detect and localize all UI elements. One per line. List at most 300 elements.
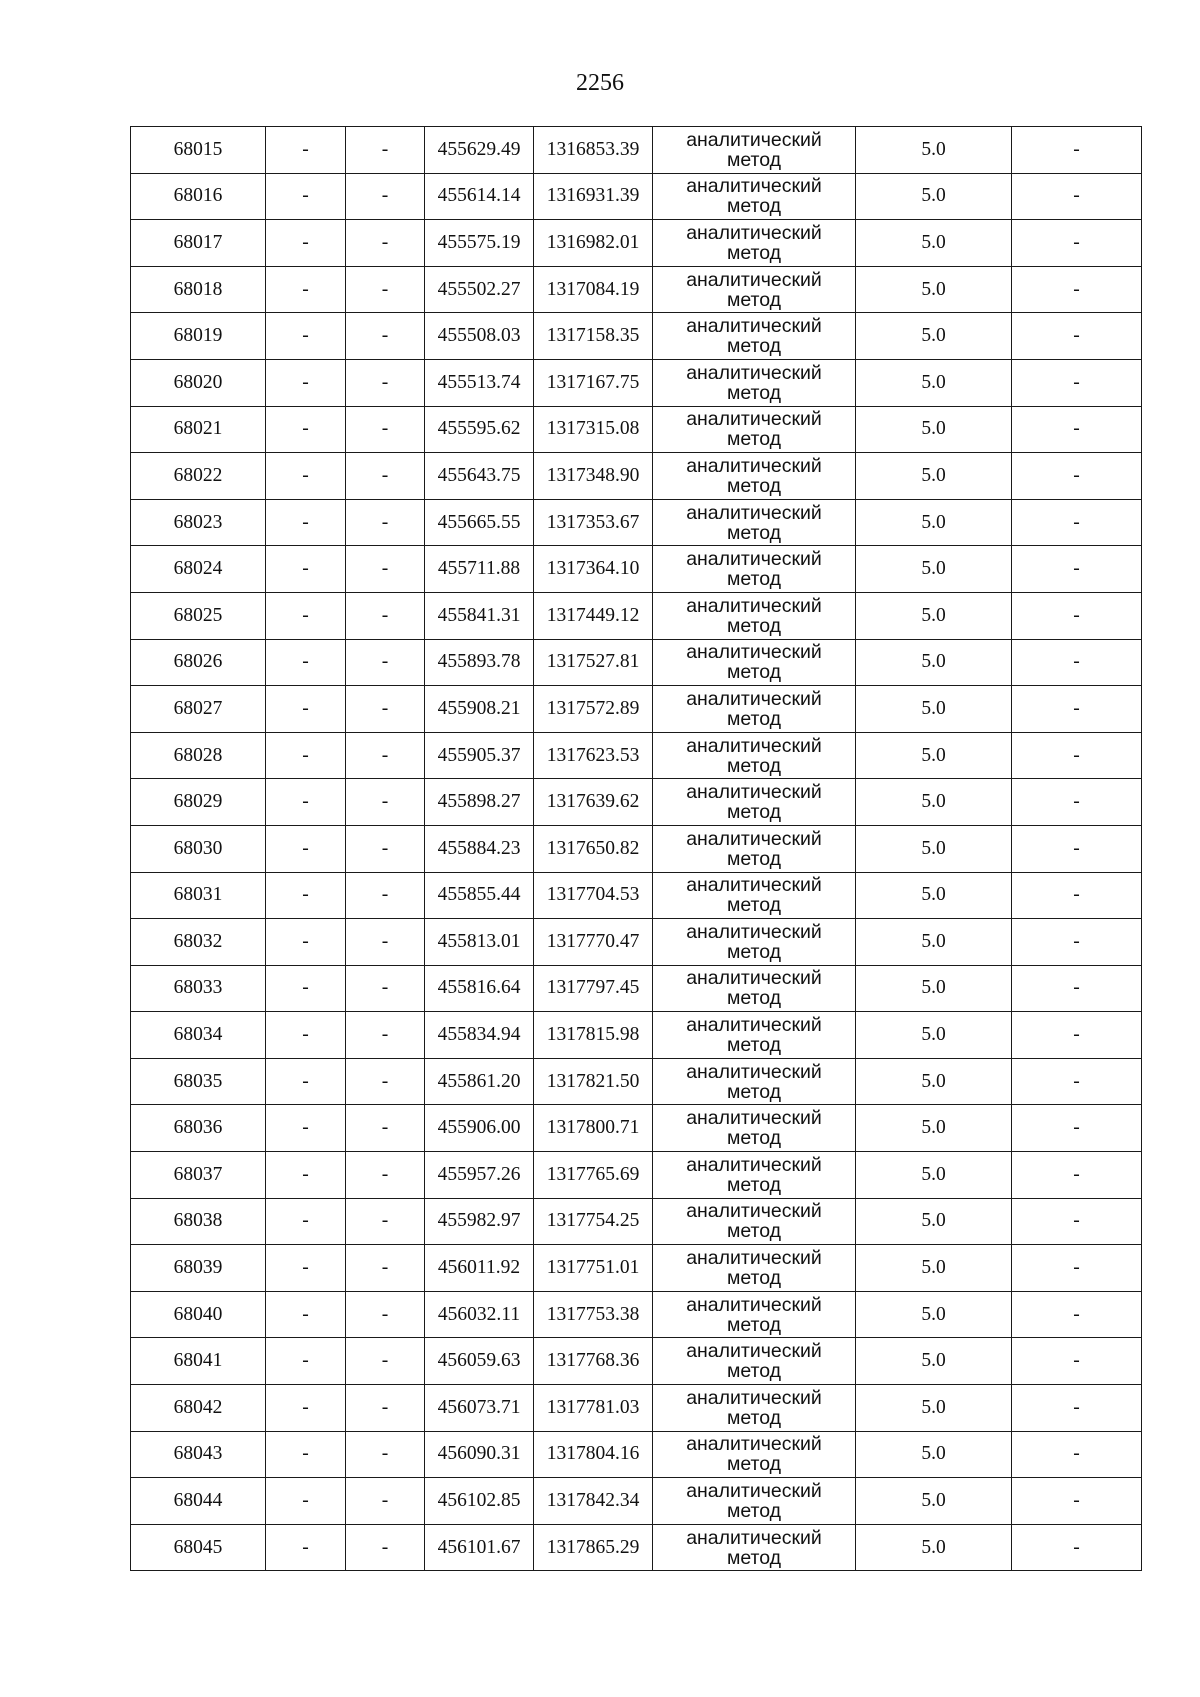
empty-value-cell: - — [346, 406, 425, 453]
empty-value-cell: - — [346, 173, 425, 220]
method-line-1: аналитический — [686, 594, 822, 617]
method-cell — [653, 1431, 856, 1478]
x-coordinate-cell: 455898.27 — [425, 779, 534, 826]
method-line-2: метод — [726, 428, 782, 451]
empty-value-cell: - — [266, 1478, 346, 1525]
empty-value-cell: - — [1012, 1291, 1142, 1338]
table-row — [131, 1385, 1142, 1432]
x-coordinate-cell: 456102.85 — [425, 1478, 534, 1525]
method-line-1: аналитический — [686, 1107, 822, 1130]
y-coordinate-cell: 1317765.69 — [534, 1152, 653, 1199]
accuracy-cell: 5.0 — [856, 825, 1012, 872]
accuracy-cell: 5.0 — [856, 779, 1012, 826]
y-coordinate-cell: 1317821.50 — [534, 1058, 653, 1105]
coordinates-table — [130, 126, 1142, 1571]
empty-value-cell: - — [346, 1431, 425, 1478]
method-line-1: аналитический — [686, 408, 822, 431]
point-number-cell: 68020 — [131, 359, 266, 406]
empty-value-cell: - — [266, 919, 346, 966]
method-cell — [653, 1152, 856, 1199]
accuracy-cell: 5.0 — [856, 1245, 1012, 1292]
y-coordinate-cell: 1317572.89 — [534, 686, 653, 733]
method-line-2: метод — [726, 1313, 782, 1336]
point-number-cell: 68032 — [131, 919, 266, 966]
y-coordinate-cell: 1317781.03 — [534, 1385, 653, 1432]
y-coordinate-cell: 1317768.36 — [534, 1338, 653, 1385]
method-cell — [653, 1012, 856, 1059]
empty-value-cell: - — [346, 1058, 425, 1105]
empty-value-cell: - — [1012, 1524, 1142, 1571]
x-coordinate-cell: 455614.14 — [425, 173, 534, 220]
empty-value-cell: - — [1012, 266, 1142, 313]
method-line-2: метод — [726, 241, 782, 264]
point-number-cell: 68026 — [131, 639, 266, 686]
x-coordinate-cell: 455841.31 — [425, 592, 534, 639]
empty-value-cell: - — [266, 1291, 346, 1338]
empty-value-cell: - — [266, 1152, 346, 1199]
x-coordinate-cell: 455629.49 — [425, 127, 534, 174]
table-row — [131, 173, 1142, 220]
empty-value-cell: - — [346, 872, 425, 919]
empty-value-cell: - — [266, 1338, 346, 1385]
method-cell — [653, 499, 856, 546]
point-number-cell: 68015 — [131, 127, 266, 174]
x-coordinate-cell: 455502.27 — [425, 266, 534, 313]
table-row — [131, 1105, 1142, 1152]
empty-value-cell: - — [1012, 919, 1142, 966]
x-coordinate-cell: 455834.94 — [425, 1012, 534, 1059]
method-line-1: аналитический — [686, 1014, 822, 1037]
table-row — [131, 825, 1142, 872]
y-coordinate-cell: 1317797.45 — [534, 965, 653, 1012]
table-row — [131, 919, 1142, 966]
method-cell — [653, 127, 856, 174]
method-line-2: метод — [726, 1220, 782, 1243]
table-row — [131, 1478, 1142, 1525]
table-row — [131, 499, 1142, 546]
empty-value-cell: - — [1012, 592, 1142, 639]
method-line-1: аналитический — [686, 221, 822, 244]
x-coordinate-cell: 455906.00 — [425, 1105, 534, 1152]
empty-value-cell: - — [266, 453, 346, 500]
method-line-2: метод — [726, 568, 782, 591]
accuracy-cell: 5.0 — [856, 127, 1012, 174]
table-row — [131, 1291, 1142, 1338]
empty-value-cell: - — [346, 1012, 425, 1059]
method-cell — [653, 639, 856, 686]
empty-value-cell: - — [1012, 825, 1142, 872]
empty-value-cell: - — [346, 1152, 425, 1199]
x-coordinate-cell: 456011.92 — [425, 1245, 534, 1292]
empty-value-cell: - — [346, 732, 425, 779]
point-number-cell: 68018 — [131, 266, 266, 313]
empty-value-cell: - — [346, 919, 425, 966]
empty-value-cell: - — [266, 872, 346, 919]
y-coordinate-cell: 1317800.71 — [534, 1105, 653, 1152]
method-line-2: метод — [726, 987, 782, 1010]
empty-value-cell: - — [346, 546, 425, 593]
point-number-cell: 68040 — [131, 1291, 266, 1338]
point-number-cell: 68045 — [131, 1524, 266, 1571]
x-coordinate-cell: 455711.88 — [425, 546, 534, 593]
method-line-1: аналитический — [686, 1480, 822, 1503]
table-row — [131, 453, 1142, 500]
accuracy-cell: 5.0 — [856, 686, 1012, 733]
y-coordinate-cell: 1317704.53 — [534, 872, 653, 919]
empty-value-cell: - — [266, 732, 346, 779]
point-number-cell: 68042 — [131, 1385, 266, 1432]
method-line-1: аналитический — [686, 874, 822, 897]
empty-value-cell: - — [1012, 1012, 1142, 1059]
y-coordinate-cell: 1317650.82 — [534, 825, 653, 872]
empty-value-cell: - — [1012, 499, 1142, 546]
y-coordinate-cell: 1317815.98 — [534, 1012, 653, 1059]
table-row — [131, 639, 1142, 686]
table-row — [131, 406, 1142, 453]
empty-value-cell: - — [346, 1385, 425, 1432]
x-coordinate-cell: 456090.31 — [425, 1431, 534, 1478]
empty-value-cell: - — [1012, 1198, 1142, 1245]
y-coordinate-cell: 1317527.81 — [534, 639, 653, 686]
empty-value-cell: - — [1012, 1058, 1142, 1105]
method-cell — [653, 825, 856, 872]
method-line-2: метод — [726, 1406, 782, 1429]
page-number: 2256 — [576, 70, 624, 96]
y-coordinate-cell: 1316853.39 — [534, 127, 653, 174]
empty-value-cell: - — [1012, 546, 1142, 593]
table-row — [131, 1012, 1142, 1059]
table-row — [131, 965, 1142, 1012]
method-line-1: аналитический — [686, 687, 822, 710]
accuracy-cell: 5.0 — [856, 406, 1012, 453]
point-number-cell: 68027 — [131, 686, 266, 733]
empty-value-cell: - — [266, 779, 346, 826]
accuracy-cell: 5.0 — [856, 1524, 1012, 1571]
empty-value-cell: - — [266, 592, 346, 639]
x-coordinate-cell: 455861.20 — [425, 1058, 534, 1105]
method-cell — [653, 173, 856, 220]
empty-value-cell: - — [266, 173, 346, 220]
accuracy-cell: 5.0 — [856, 592, 1012, 639]
table-row — [131, 686, 1142, 733]
point-number-cell: 68036 — [131, 1105, 266, 1152]
empty-value-cell: - — [346, 1245, 425, 1292]
method-line-1: аналитический — [686, 1386, 822, 1409]
empty-value-cell: - — [266, 499, 346, 546]
empty-value-cell: - — [266, 266, 346, 313]
x-coordinate-cell: 455813.01 — [425, 919, 534, 966]
method-line-1: аналитический — [686, 268, 822, 291]
table-row — [131, 592, 1142, 639]
empty-value-cell: - — [266, 686, 346, 733]
table-row — [131, 1152, 1142, 1199]
point-number-cell: 68016 — [131, 173, 266, 220]
method-line-1: аналитический — [686, 734, 822, 757]
x-coordinate-cell: 455908.21 — [425, 686, 534, 733]
method-line-1: аналитический — [686, 967, 822, 990]
accuracy-cell: 5.0 — [856, 919, 1012, 966]
y-coordinate-cell: 1317348.90 — [534, 453, 653, 500]
method-line-2: метод — [726, 148, 782, 171]
method-line-1: аналитический — [686, 128, 822, 151]
table-row — [131, 220, 1142, 267]
table-row — [131, 359, 1142, 406]
empty-value-cell: - — [266, 1385, 346, 1432]
y-coordinate-cell: 1317353.67 — [534, 499, 653, 546]
table-row — [131, 1245, 1142, 1292]
empty-value-cell: - — [1012, 732, 1142, 779]
accuracy-cell: 5.0 — [856, 1338, 1012, 1385]
empty-value-cell: - — [1012, 359, 1142, 406]
x-coordinate-cell: 455643.75 — [425, 453, 534, 500]
table-row — [131, 313, 1142, 360]
empty-value-cell: - — [266, 1431, 346, 1478]
empty-value-cell: - — [1012, 127, 1142, 174]
method-line-1: аналитический — [686, 454, 822, 477]
table-row — [131, 127, 1142, 174]
method-line-2: метод — [726, 707, 782, 730]
y-coordinate-cell: 1317449.12 — [534, 592, 653, 639]
point-number-cell: 68041 — [131, 1338, 266, 1385]
empty-value-cell: - — [1012, 173, 1142, 220]
empty-value-cell: - — [346, 592, 425, 639]
point-number-cell: 68038 — [131, 1198, 266, 1245]
point-number-cell: 68029 — [131, 779, 266, 826]
table-row — [131, 1524, 1142, 1571]
y-coordinate-cell: 1317804.16 — [534, 1431, 653, 1478]
method-line-2: метод — [726, 1034, 782, 1057]
method-line-1: аналитический — [686, 1247, 822, 1270]
method-cell — [653, 1105, 856, 1152]
empty-value-cell: - — [266, 313, 346, 360]
table-row — [131, 1198, 1142, 1245]
table-row — [131, 732, 1142, 779]
accuracy-cell: 5.0 — [856, 266, 1012, 313]
y-coordinate-cell: 1317770.47 — [534, 919, 653, 966]
empty-value-cell: - — [346, 1338, 425, 1385]
table-row — [131, 546, 1142, 593]
y-coordinate-cell: 1316982.01 — [534, 220, 653, 267]
method-line-1: аналитический — [686, 315, 822, 338]
method-cell — [653, 1291, 856, 1338]
empty-value-cell: - — [346, 1291, 425, 1338]
method-cell — [653, 592, 856, 639]
x-coordinate-cell: 455816.64 — [425, 965, 534, 1012]
empty-value-cell: - — [1012, 965, 1142, 1012]
empty-value-cell: - — [266, 1245, 346, 1292]
table-row — [131, 1338, 1142, 1385]
accuracy-cell: 5.0 — [856, 639, 1012, 686]
accuracy-cell: 5.0 — [856, 220, 1012, 267]
point-number-cell: 68037 — [131, 1152, 266, 1199]
method-line-2: метод — [726, 335, 782, 358]
empty-value-cell: - — [1012, 1152, 1142, 1199]
accuracy-cell: 5.0 — [856, 359, 1012, 406]
empty-value-cell: - — [266, 1012, 346, 1059]
empty-value-cell: - — [1012, 639, 1142, 686]
empty-value-cell: - — [1012, 220, 1142, 267]
method-line-1: аналитический — [686, 548, 822, 571]
x-coordinate-cell: 455905.37 — [425, 732, 534, 779]
method-line-1: аналитический — [686, 1433, 822, 1456]
method-line-2: метод — [726, 894, 782, 917]
method-cell — [653, 965, 856, 1012]
accuracy-cell: 5.0 — [856, 1385, 1012, 1432]
method-line-1: аналитический — [686, 361, 822, 384]
method-cell — [653, 779, 856, 826]
empty-value-cell: - — [346, 1524, 425, 1571]
method-cell — [653, 313, 856, 360]
method-cell — [653, 1524, 856, 1571]
method-cell — [653, 266, 856, 313]
method-line-2: метод — [726, 847, 782, 870]
method-cell — [653, 686, 856, 733]
empty-value-cell: - — [266, 965, 346, 1012]
x-coordinate-cell: 455957.26 — [425, 1152, 534, 1199]
method-line-1: аналитический — [686, 1340, 822, 1363]
method-line-2: метод — [726, 474, 782, 497]
empty-value-cell: - — [1012, 1105, 1142, 1152]
accuracy-cell: 5.0 — [856, 546, 1012, 593]
x-coordinate-cell: 455595.62 — [425, 406, 534, 453]
method-line-1: аналитический — [686, 1526, 822, 1549]
empty-value-cell: - — [266, 220, 346, 267]
empty-value-cell: - — [346, 499, 425, 546]
method-line-2: метод — [726, 1500, 782, 1523]
point-number-cell: 68024 — [131, 546, 266, 593]
empty-value-cell: - — [346, 220, 425, 267]
method-cell — [653, 220, 856, 267]
method-line-1: аналитический — [686, 641, 822, 664]
method-cell — [653, 1338, 856, 1385]
x-coordinate-cell: 456101.67 — [425, 1524, 534, 1571]
point-number-cell: 68039 — [131, 1245, 266, 1292]
empty-value-cell: - — [1012, 1478, 1142, 1525]
method-line-1: аналитический — [686, 827, 822, 850]
method-line-1: аналитический — [686, 1060, 822, 1083]
empty-value-cell: - — [346, 313, 425, 360]
y-coordinate-cell: 1317084.19 — [534, 266, 653, 313]
method-line-2: метод — [726, 1080, 782, 1103]
point-number-cell: 68025 — [131, 592, 266, 639]
point-number-cell: 68022 — [131, 453, 266, 500]
empty-value-cell: - — [346, 686, 425, 733]
empty-value-cell: - — [346, 359, 425, 406]
point-number-cell: 68021 — [131, 406, 266, 453]
x-coordinate-cell: 455855.44 — [425, 872, 534, 919]
empty-value-cell: - — [1012, 686, 1142, 733]
empty-value-cell: - — [346, 965, 425, 1012]
table-row — [131, 779, 1142, 826]
empty-value-cell: - — [266, 359, 346, 406]
y-coordinate-cell: 1317865.29 — [534, 1524, 653, 1571]
y-coordinate-cell: 1317364.10 — [534, 546, 653, 593]
point-number-cell: 68043 — [131, 1431, 266, 1478]
table-row — [131, 266, 1142, 313]
empty-value-cell: - — [1012, 1245, 1142, 1292]
empty-value-cell: - — [1012, 453, 1142, 500]
accuracy-cell: 5.0 — [856, 453, 1012, 500]
empty-value-cell: - — [266, 1105, 346, 1152]
accuracy-cell: 5.0 — [856, 872, 1012, 919]
method-cell — [653, 406, 856, 453]
accuracy-cell: 5.0 — [856, 1058, 1012, 1105]
accuracy-cell: 5.0 — [856, 1431, 1012, 1478]
point-number-cell: 68033 — [131, 965, 266, 1012]
empty-value-cell: - — [1012, 872, 1142, 919]
method-cell — [653, 1058, 856, 1105]
accuracy-cell: 5.0 — [856, 1291, 1012, 1338]
accuracy-cell: 5.0 — [856, 732, 1012, 779]
method-line-1: аналитический — [686, 175, 822, 198]
method-cell — [653, 1478, 856, 1525]
method-line-2: метод — [726, 1127, 782, 1150]
method-line-2: метод — [726, 1267, 782, 1290]
point-number-cell: 68030 — [131, 825, 266, 872]
method-line-2: метод — [726, 614, 782, 637]
method-cell — [653, 732, 856, 779]
accuracy-cell: 5.0 — [856, 313, 1012, 360]
y-coordinate-cell: 1317639.62 — [534, 779, 653, 826]
point-number-cell: 68044 — [131, 1478, 266, 1525]
empty-value-cell: - — [1012, 1338, 1142, 1385]
method-cell — [653, 359, 856, 406]
table-row — [131, 1058, 1142, 1105]
empty-value-cell: - — [346, 639, 425, 686]
method-line-1: аналитический — [686, 781, 822, 804]
x-coordinate-cell: 456032.11 — [425, 1291, 534, 1338]
empty-value-cell: - — [1012, 1431, 1142, 1478]
method-cell — [653, 453, 856, 500]
empty-value-cell: - — [266, 1058, 346, 1105]
x-coordinate-cell: 455665.55 — [425, 499, 534, 546]
x-coordinate-cell: 456059.63 — [425, 1338, 534, 1385]
empty-value-cell: - — [346, 825, 425, 872]
y-coordinate-cell: 1317623.53 — [534, 732, 653, 779]
empty-value-cell: - — [266, 639, 346, 686]
y-coordinate-cell: 1317751.01 — [534, 1245, 653, 1292]
y-coordinate-cell: 1317167.75 — [534, 359, 653, 406]
y-coordinate-cell: 1317158.35 — [534, 313, 653, 360]
method-line-2: метод — [726, 1546, 782, 1569]
accuracy-cell: 5.0 — [856, 965, 1012, 1012]
x-coordinate-cell: 455884.23 — [425, 825, 534, 872]
table-row — [131, 872, 1142, 919]
table-row — [131, 1431, 1142, 1478]
method-cell — [653, 1198, 856, 1245]
point-number-cell: 68028 — [131, 732, 266, 779]
method-line-2: метод — [726, 1453, 782, 1476]
method-line-2: метод — [726, 381, 782, 404]
empty-value-cell: - — [346, 779, 425, 826]
method-cell — [653, 546, 856, 593]
point-number-cell: 68035 — [131, 1058, 266, 1105]
empty-value-cell: - — [266, 1198, 346, 1245]
accuracy-cell: 5.0 — [856, 1198, 1012, 1245]
method-line-1: аналитический — [686, 1153, 822, 1176]
empty-value-cell: - — [266, 127, 346, 174]
x-coordinate-cell: 455575.19 — [425, 220, 534, 267]
empty-value-cell: - — [346, 266, 425, 313]
point-number-cell: 68031 — [131, 872, 266, 919]
empty-value-cell: - — [346, 1198, 425, 1245]
point-number-cell: 68019 — [131, 313, 266, 360]
y-coordinate-cell: 1317754.25 — [534, 1198, 653, 1245]
accuracy-cell: 5.0 — [856, 1478, 1012, 1525]
accuracy-cell: 5.0 — [856, 1152, 1012, 1199]
x-coordinate-cell: 455982.97 — [425, 1198, 534, 1245]
method-line-2: метод — [726, 801, 782, 824]
